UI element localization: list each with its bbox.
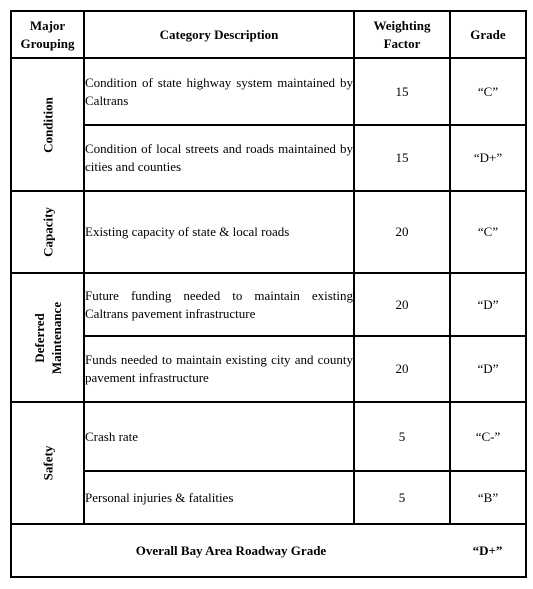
header-major-grouping: Major Grouping (11, 11, 84, 58)
group-capacity (11, 191, 84, 273)
overall-grade-value: “D+” (450, 524, 526, 577)
grade-value: “C” (450, 58, 526, 125)
table-row (11, 336, 526, 402)
group-label: Deferred Maintenance (31, 301, 64, 374)
overall-grade-label: Overall Bay Area Roadway Grade (11, 524, 450, 577)
category-description: Existing capacity of state & local roads (84, 191, 354, 273)
category-description: Personal injuries & fatalities (84, 471, 354, 524)
header-category-description: Category Description (84, 11, 354, 58)
category-description: Condition of state highway system maintained by Caltrans (84, 58, 354, 125)
table-row (11, 191, 526, 273)
grade-value: “D” (450, 336, 526, 402)
category-description: Crash rate (84, 402, 354, 471)
header-grade: Grade (450, 11, 526, 58)
grade-value: “D+” (450, 125, 526, 191)
grade-value: “B” (450, 471, 526, 524)
overall-row (11, 524, 526, 577)
category-description: Condition of local streets and roads maintained by cities and counties (84, 125, 354, 191)
weighting-factor: 20 (354, 191, 450, 273)
group-label: Condition (40, 96, 55, 153)
weighting-factor: 20 (354, 336, 450, 402)
weighting-factor: 15 (354, 58, 450, 125)
table-row (11, 471, 526, 524)
grade-value: “D” (450, 273, 526, 336)
group-label: Safety (40, 445, 55, 481)
roadway-grades-table (10, 10, 527, 578)
category-description: Funds needed to maintain existing city and county pavement infrastructure (84, 336, 354, 402)
table-row (11, 58, 526, 125)
weighting-factor: 20 (354, 273, 450, 336)
group-condition (11, 58, 84, 191)
group-safety (11, 402, 84, 524)
table-row (11, 125, 526, 191)
header-weighting-factor: Weighting Factor (354, 11, 450, 58)
group-label: Capacity (40, 207, 55, 257)
weighting-factor: 5 (354, 471, 450, 524)
group-deferred-maintenance (11, 273, 84, 402)
category-description: Future funding needed to maintain existing Caltrans pavement infrastructure (84, 273, 354, 336)
grade-value: “C” (450, 191, 526, 273)
grade-value: “C-” (450, 402, 526, 471)
header-row (11, 11, 526, 58)
table-row (11, 273, 526, 336)
weighting-factor: 15 (354, 125, 450, 191)
table-row (11, 402, 526, 471)
weighting-factor: 5 (354, 402, 450, 471)
